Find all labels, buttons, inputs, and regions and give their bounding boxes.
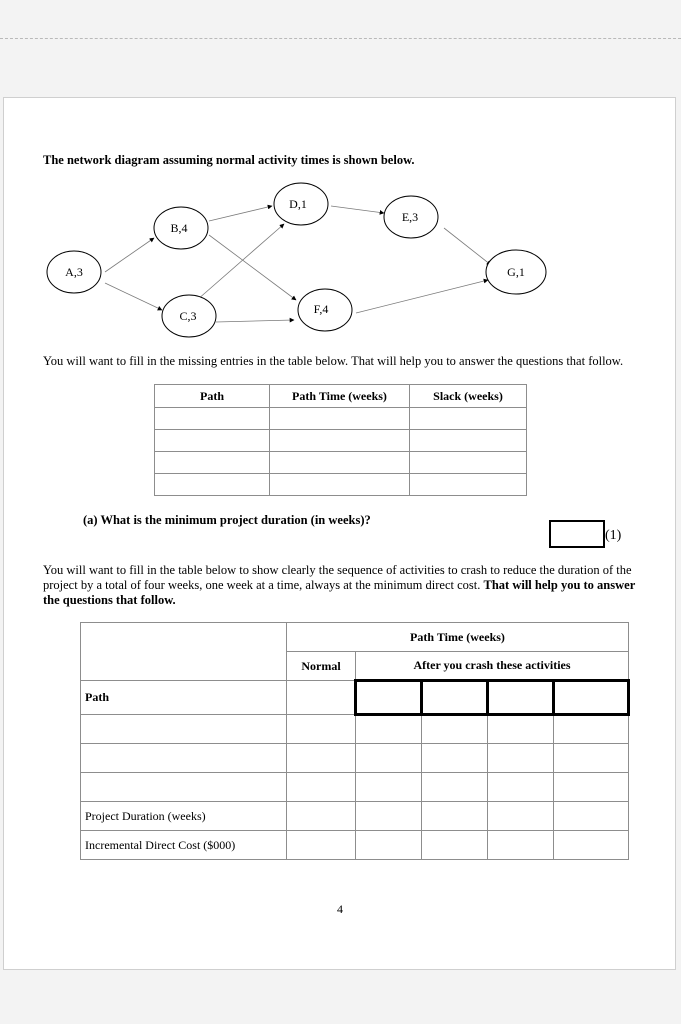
intro-text: The network diagram assuming normal activity times is shown below. xyxy=(43,153,415,167)
node-C-label: C,3 xyxy=(179,309,197,323)
crash-table xyxy=(80,622,630,860)
col-header-path: Path xyxy=(155,385,270,408)
edge-B-F xyxy=(209,235,296,300)
edge-F-G xyxy=(356,280,488,313)
incremental-cost-label: Incremental Direct Cost ($000) xyxy=(81,831,287,860)
table-row xyxy=(155,452,527,474)
network-diagram xyxy=(4,98,677,358)
edge-A-B xyxy=(105,238,154,272)
table-row xyxy=(155,408,527,430)
node-B-label: B,4 xyxy=(170,221,188,235)
document-page xyxy=(3,97,676,970)
table-row xyxy=(81,715,629,744)
page-number: 4 xyxy=(337,902,343,916)
answer-box-a[interactable] xyxy=(549,520,605,548)
table1-intro: You will want to fill in the missing entries in the table below. That will help you to answer the questions that follow. xyxy=(43,354,624,368)
crash-activity-cell-2[interactable] xyxy=(422,681,488,715)
col-header-slack: Slack (weeks) xyxy=(410,385,527,408)
table-row xyxy=(155,474,527,496)
crash-activity-cell-3[interactable] xyxy=(488,681,554,715)
path-row-label: Path xyxy=(81,681,287,715)
project-duration-label: Project Duration (weeks) xyxy=(81,802,287,831)
table-row xyxy=(81,744,629,773)
dashed-separator xyxy=(0,38,681,39)
edge-A-C xyxy=(105,283,162,310)
node-A-label: A,3 xyxy=(65,265,83,279)
table-row xyxy=(81,773,629,802)
table-row xyxy=(155,430,527,452)
node-E-label: E,3 xyxy=(401,210,419,224)
node-D-label: D,1 xyxy=(289,197,307,211)
question-a: (a) What is the minimum project duration (in weeks)? xyxy=(83,513,371,527)
crash-intro-bold: That will help you to answer the questions that follow. xyxy=(43,578,636,607)
crash-activity-cell-1[interactable] xyxy=(356,681,422,715)
crash-intro xyxy=(43,563,643,608)
edge-C-F xyxy=(216,320,294,322)
edge-B-D xyxy=(209,206,272,221)
path-time-header: Path Time (weeks) xyxy=(287,623,629,652)
crash-intro-normal: You will want to fill in the table below to show clearly the sequence of activities to crash to reduce the duration of the project by a total of four weeks, one week at a time, always at the minimum direct cost. xyxy=(43,563,632,592)
node-G-label: G,1 xyxy=(507,265,525,279)
path-slack-table xyxy=(154,384,527,496)
edge-E-G xyxy=(444,228,491,265)
edge-D-E xyxy=(331,206,384,213)
col-header-path-time: Path Time (weeks) xyxy=(270,385,410,408)
node-F-label: F,4 xyxy=(313,302,329,316)
question-a-points: (1) xyxy=(605,528,622,543)
after-crash-header: After you crash these activities xyxy=(356,652,629,681)
normal-header: Normal xyxy=(287,652,356,681)
crash-activity-cell-4[interactable] xyxy=(554,681,629,715)
